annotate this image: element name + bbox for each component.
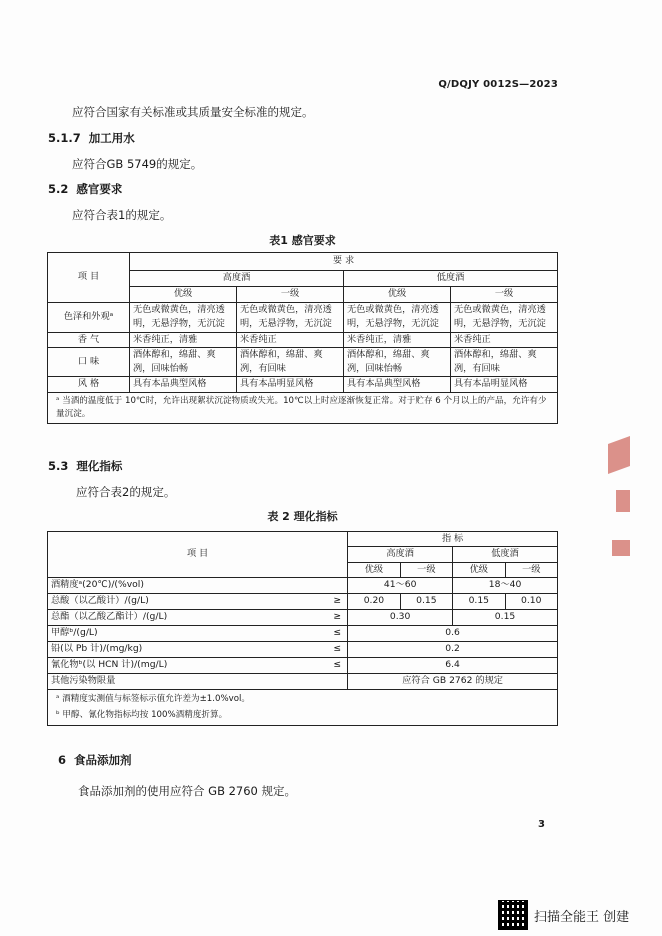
cell: 无色或微黄色，清亮透明，无悬浮物，无沉淀 (451, 303, 558, 333)
grade-premium-header: 优级 (130, 287, 237, 303)
cell: 米香纯正 (451, 332, 558, 347)
red-stamp-edge (616, 490, 630, 512)
watermark-text: 扫描全能王 创建 (534, 909, 630, 925)
red-stamp-edge (612, 540, 630, 556)
comparison-symbol: ≥ (327, 609, 348, 625)
row-item: 风 格 (48, 377, 130, 392)
cell: 0.15 (453, 593, 505, 609)
cell: 具有本品典型风格 (344, 377, 451, 392)
red-stamp-edge (608, 436, 630, 474)
cell: 18～40 (453, 577, 558, 593)
row-item: 香 气 (48, 332, 130, 347)
indicators-header: 指 标 (348, 532, 558, 547)
grade-premium-header: 优级 (348, 562, 400, 577)
section-number: 5.2 (48, 182, 69, 196)
row-item: 口 味 (48, 347, 130, 377)
table-row (48, 303, 558, 333)
table-row (48, 347, 558, 377)
section-number: 5.1.7 (48, 131, 81, 145)
item-header: 项 目 (48, 253, 130, 303)
table-row (48, 673, 558, 689)
footnote-a: ᵃ 酒精度实测值与标签标示值允许差为±1.0%vol。 (56, 693, 250, 704)
grade-premium-header: 优级 (453, 562, 505, 577)
section-5-1-7-text: 应符合GB 5749的规定。 (72, 157, 203, 171)
section-number: 6 (58, 753, 67, 767)
cell: 6.4 (348, 657, 558, 673)
table-row (48, 641, 558, 657)
comparison-symbol: ≤ (327, 641, 348, 657)
cell: 米香纯正，清雅 (344, 332, 451, 347)
table-row (48, 332, 558, 347)
table-row (48, 657, 558, 673)
sensory-requirements-table (47, 252, 558, 424)
cell: 无色或微黄色，清亮透明，无悬浮物，无沉淀 (130, 303, 237, 333)
table2-caption: 表 2 理化指标 (267, 510, 338, 523)
grade-first-header: 一级 (400, 562, 452, 577)
cell: 酒体醇和，绵甜、爽冽，回味怡畅 (344, 347, 451, 377)
page-number: 3 (538, 819, 545, 830)
section-5-3-heading (48, 458, 122, 474)
section-6-heading (58, 752, 132, 768)
row-item: 甲醇ᵇ/(g/L) (48, 625, 328, 641)
cell: 酒体醇和，绵甜、爽冽，回味怡畅 (130, 347, 237, 377)
section-title: 食品添加剂 (74, 753, 132, 767)
row-item: 色泽和外观ᵃ (48, 303, 130, 333)
item-header: 项 目 (48, 532, 348, 578)
cell: 应符合 GB 2762 的规定 (348, 673, 558, 689)
cell: 41～60 (348, 577, 453, 593)
high-alcohol-header: 高度酒 (130, 271, 344, 287)
comparison-symbol: ≥ (327, 593, 348, 609)
standard-code: Q/DQJY 0012S—2023 (438, 79, 558, 90)
section-6-text: 食品添加剂的使用应符合 GB 2760 规定。 (78, 784, 297, 798)
table1-footnote: ᵃ 当酒的温度低于 10℃时，允许出现絮状沉淀物质或失光。10℃以上时应逐渐恢复正常。对于贮存 6 个月以上的产品，允许有少量沉淀。 (48, 392, 558, 424)
row-item: 酒精度ᵃ(20℃)/(%vol) (48, 577, 348, 593)
low-alcohol-header: 低度酒 (344, 271, 558, 287)
section-title: 感官要求 (76, 182, 123, 196)
high-alcohol-header: 高度酒 (348, 547, 453, 562)
cell: 0.15 (453, 609, 558, 625)
comparison-symbol (327, 673, 348, 689)
section-5-2-text: 应符合表1的规定。 (72, 208, 172, 222)
section-5-3-text: 应符合表2的规定。 (76, 485, 176, 499)
table1-caption: 表1 感官要求 (269, 234, 336, 247)
intro-text: 应符合国家有关标准或其质量安全标准的规定。 (72, 105, 314, 119)
section-number: 5.3 (48, 459, 69, 473)
cell: 0.20 (348, 593, 400, 609)
requirements-header: 要 求 (130, 253, 558, 271)
section-title: 加工用水 (88, 131, 135, 145)
table-row (48, 609, 558, 625)
physicochemical-indicators-table (47, 531, 558, 726)
table-row (48, 625, 558, 641)
table-row (48, 593, 558, 609)
row-item: 总酸（以乙酸计）/(g/L) (48, 593, 328, 609)
qr-code-icon (498, 900, 528, 930)
grade-first-header: 一级 (505, 562, 557, 577)
grade-premium-header: 优级 (344, 287, 451, 303)
cell: 米香纯正 (237, 332, 344, 347)
cell: 0.30 (348, 609, 453, 625)
table-row (48, 377, 558, 392)
row-item: 其他污染物限量 (48, 673, 328, 689)
cell: 酒体醇和，绵甜、爽冽，有回味 (451, 347, 558, 377)
cell: 具有本品典型风格 (130, 377, 237, 392)
low-alcohol-header: 低度酒 (453, 547, 558, 562)
section-5-2-heading (48, 181, 122, 197)
cell: 具有本品明显风格 (237, 377, 344, 392)
scanner-watermark (498, 900, 629, 930)
grade-first-header: 一级 (237, 287, 344, 303)
grade-first-header: 一级 (451, 287, 558, 303)
section-title: 理化指标 (76, 459, 123, 473)
row-item: 氰化物ᵇ(以 HCN 计)/(mg/L) (48, 657, 328, 673)
cell: 米香纯正，清雅 (130, 332, 237, 347)
section-5-1-7-heading (48, 130, 135, 146)
table-row (48, 577, 558, 593)
cell: 0.2 (348, 641, 558, 657)
table2-footnotes (48, 689, 558, 726)
row-item: 总酯（以乙酸乙酯计）/(g/L) (48, 609, 328, 625)
cell: 无色或微黄色，清亮透明，无悬浮物，无沉淀 (237, 303, 344, 333)
cell: 0.6 (348, 625, 558, 641)
comparison-symbol: ≤ (327, 625, 348, 641)
cell: 0.15 (400, 593, 452, 609)
footnote-b: ᵇ 甲醇、氰化物指标均按 100%酒精度折算。 (56, 710, 228, 721)
comparison-symbol: ≤ (327, 657, 348, 673)
cell: 无色或微黄色，清亮透明，无悬浮物，无沉淀 (344, 303, 451, 333)
row-item: 铅(以 Pb 计)/(mg/kg) (48, 641, 328, 657)
cell: 0.10 (505, 593, 557, 609)
cell: 酒体醇和，绵甜、爽冽，有回味 (237, 347, 344, 377)
cell: 具有本品明显风格 (451, 377, 558, 392)
